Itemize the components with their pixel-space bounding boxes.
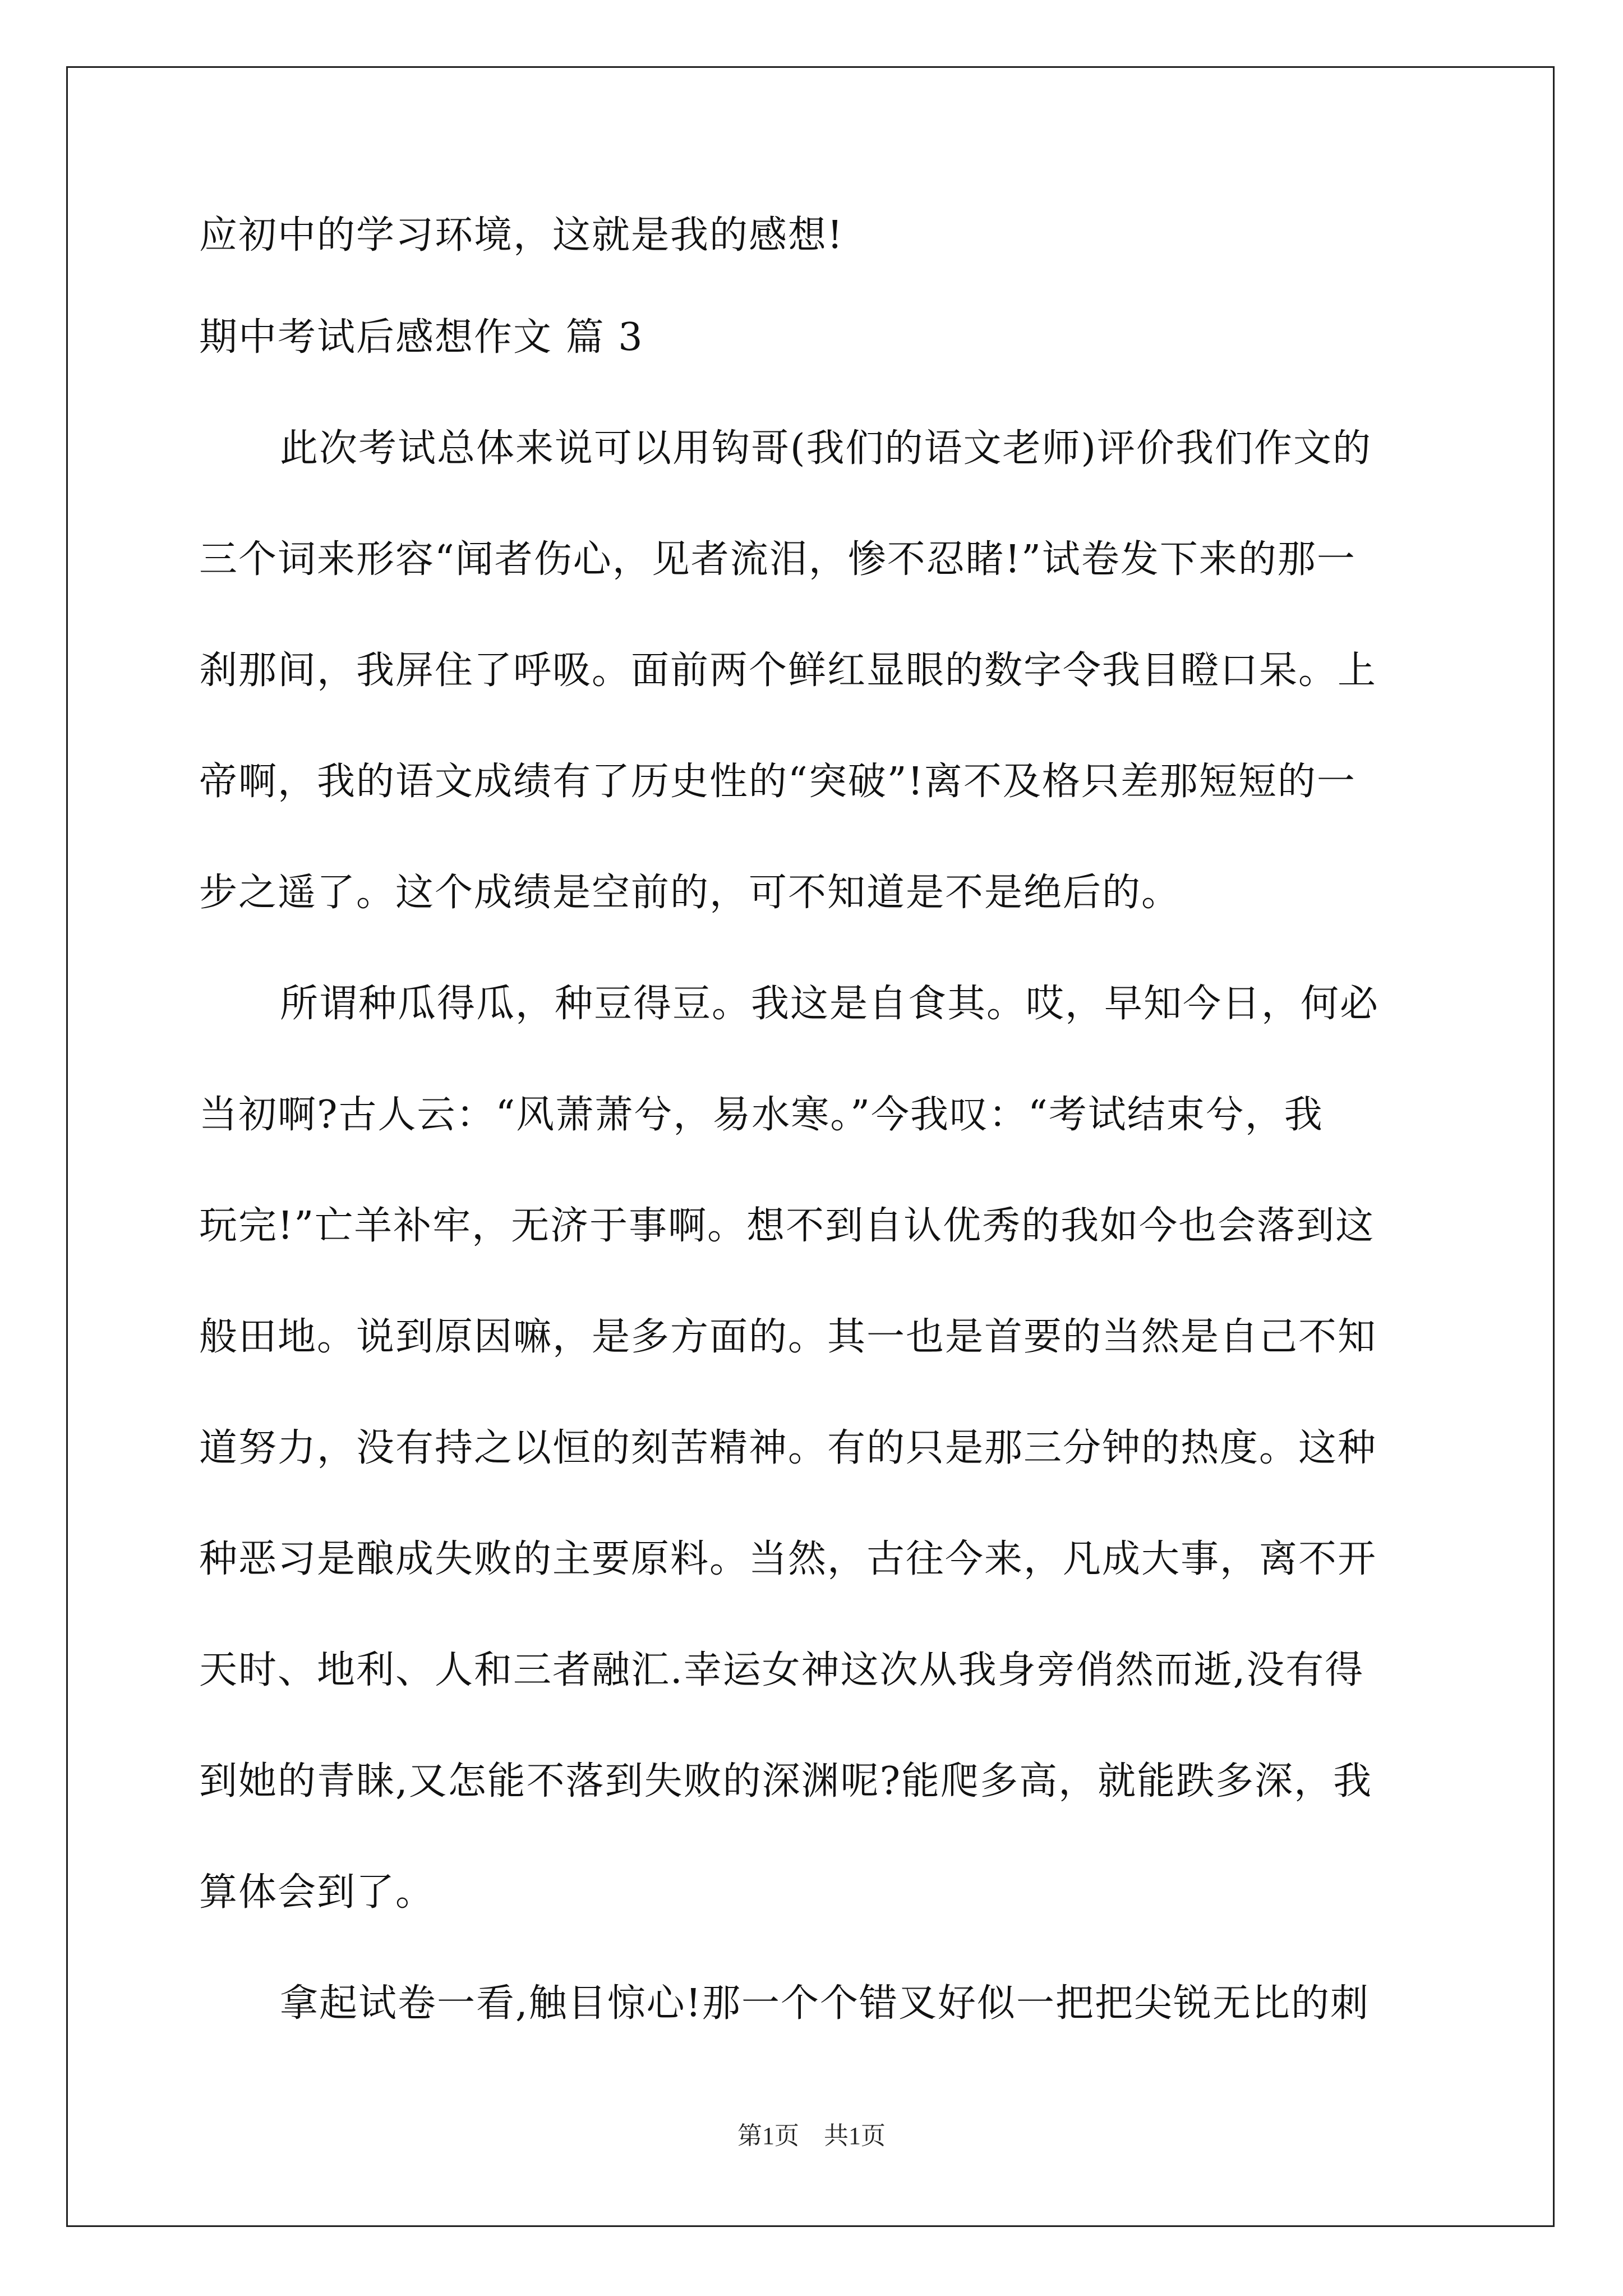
text-line: 应初中的学习环境，这就是我的感想! (199, 213, 844, 257)
text-line: 算体会到了。 (199, 1870, 435, 1915)
section-heading: 期中考试后感想作文 篇 3 (199, 315, 644, 360)
text-line: 道努力，没有持之以恒的刻苦精神。有的只是那三分钟的热度。这种 (199, 1426, 1377, 1470)
text-line: 般田地。说到原因嘛，是多方面的。其一也是首要的当然是自己不知 (199, 1315, 1377, 1359)
text-line: 帝啊，我的语文成绩有了历史性的“突破”!离不及格只差那短短的一 (199, 760, 1356, 804)
paragraph-1 (199, 426, 1433, 915)
text-line: 拿起试卷一看,触目惊心!那一个个错叉好似一把把尖锐无比的刺 (280, 1981, 1370, 2026)
text-line: 当初啊?古人云：“风萧萧兮，易水寒。”今我叹：“考试结束兮，我 (199, 1093, 1324, 1137)
text-line: 种恶习是酿成失败的主要原料。当然，古往今来，凡成大事，离不开 (199, 1537, 1377, 1581)
text-line: 刹那间，我屏住了呼吸。面前两个鲜红显眼的数字令我目瞪口呆。上 (199, 648, 1377, 693)
text-line: 三个词来形容“闻者伤心，见者流泪，惨不忍睹!”试卷发下来的那一 (199, 537, 1356, 582)
text-line: 天时、地利、人和三者融汇.幸运女神这次从我身旁俏然而逝,没有得 (199, 1648, 1364, 1692)
text-line: 此次考试总体来说可以用钩哥(我们的语文老师)评价我们作文的 (280, 426, 1372, 471)
paragraph-3 (199, 1981, 1433, 2026)
document-body (199, 213, 1433, 2026)
text-line: 到她的青睐,又怎能不落到失败的深渊呢?能爬多高，就能跌多深，我 (199, 1759, 1373, 1803)
paragraph-2 (199, 982, 1433, 1915)
page-number-footer: 第1页 共1页 (737, 2122, 886, 2150)
text-line: 所谓种瓜得瓜，种豆得豆。我这是自食其。哎，早知今日，何必 (280, 982, 1380, 1026)
text-line: 玩完!”亡羊补牢，无济于事啊。想不到自认优秀的我如今也会落到这 (199, 1204, 1375, 1248)
text-line: 步之遥了。这个成绩是空前的，可不知道是不是绝后的。 (199, 871, 1181, 915)
